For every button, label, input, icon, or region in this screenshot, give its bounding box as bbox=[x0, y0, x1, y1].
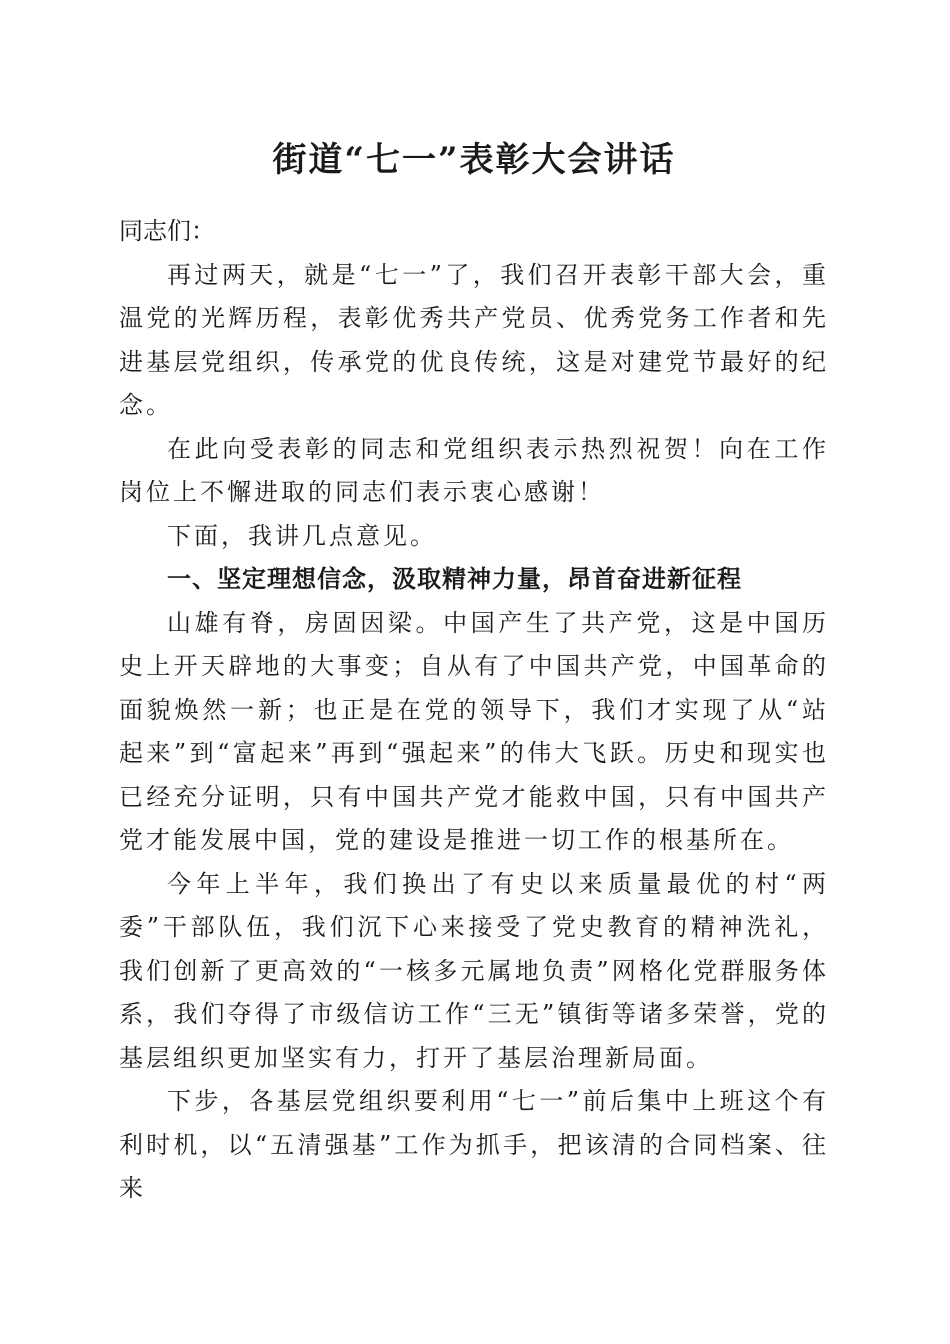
section-heading-1: 一、坚定理想信念，汲取精神力量，昂首奋进新征程 bbox=[167, 565, 742, 593]
paragraph-congratulations: 在此向受表彰的同志和党组织表示热烈祝贺！向在工作岗位上不懈进取的同志们表示衷心感谢！ bbox=[119, 434, 829, 506]
paragraph-next-steps: 下步，各基层党组织要利用“七一”前后集中上班这个有利时机，以“五清强基”工作为抓手，把该清的合同档案、往来 bbox=[119, 1087, 829, 1202]
paragraph-history: 山雄有脊，房固因梁。中国产生了共产党，这是中国历史上开天辟地的大事变；自从有了中国共产党，中国革命的面貌焕然一新；也正是在党的领导下，我们才实现了从“站起来”到“富起来”再到“强起来”的伟大飞跃。历史和现实也已经充分证明，只有中国共产党才能救中国，只有中国共产党才能发展中国，党的建设是推进一切工作的根基所在。 bbox=[119, 608, 829, 854]
paragraph-intro: 再过两天，就是“七一”了，我们召开表彰干部大会，重温党的光辉历程，表彰优秀共产党员、优秀党务工作者和先进基层党组织，传承党的优良传统，这是对建党节最好的纪念。 bbox=[119, 260, 829, 419]
salutation: 同志们： bbox=[119, 217, 215, 245]
document-body bbox=[119, 124, 829, 1211]
paragraph-achievements: 今年上半年，我们换出了有史以来质量最优的村“两委”干部队伍，我们沉下心来接受了党史教育的精神洗礼，我们创新了更高效的“一核多元属地负责”网格化党群服务体系，我们夺得了市级信访工作“三无”镇街等诸多荣誉，党的基层组织更加坚实有力，打开了基层治理新局面。 bbox=[119, 869, 829, 1072]
document-title: 街道“七一”表彰大会讲话 bbox=[272, 140, 676, 180]
paragraph-transition: 下面，我讲几点意见。 bbox=[167, 521, 437, 550]
